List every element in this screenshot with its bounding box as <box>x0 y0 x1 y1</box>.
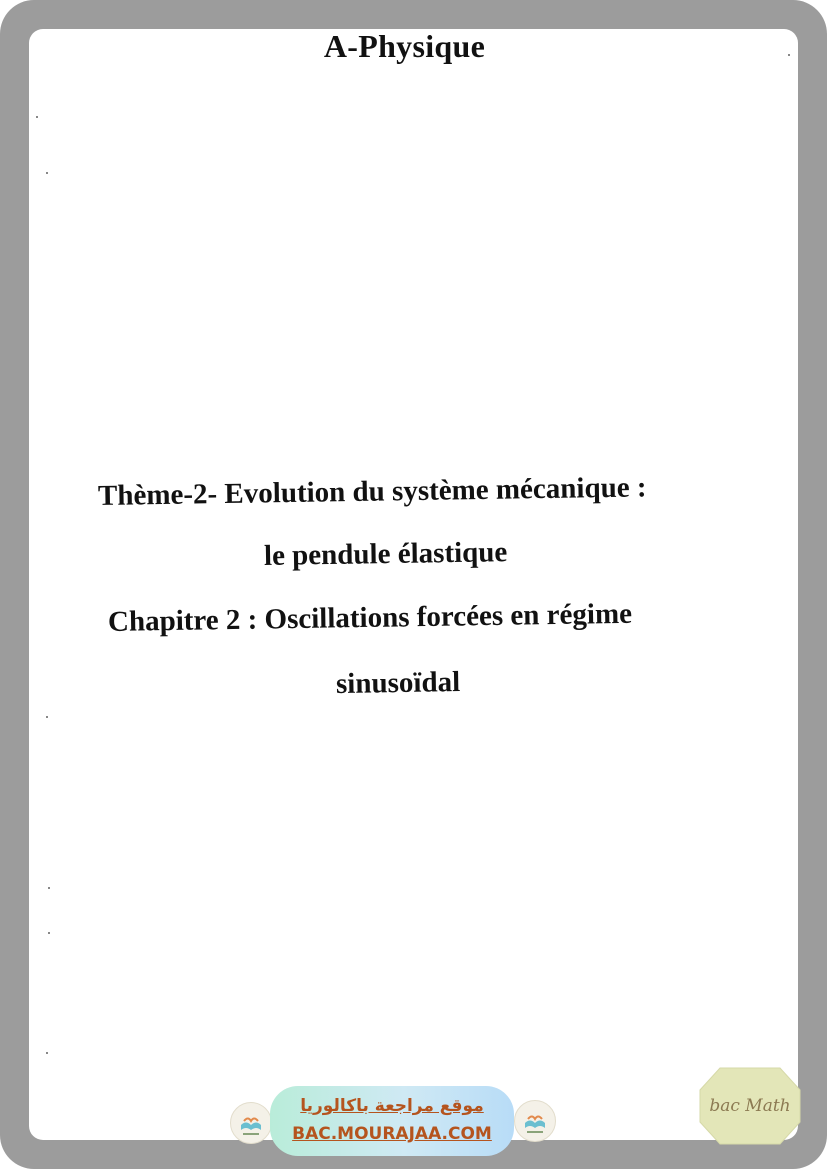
chapter-heading-line-1: Chapitre 2 : Oscillations forcées en régime <box>107 597 633 638</box>
badge-text: bac Math <box>709 1096 791 1116</box>
scan-speck <box>46 172 48 174</box>
chapter-heading-line-2: sinusoïdal <box>335 666 461 700</box>
banner-arabic-link[interactable]: موقع مراجعة باكالوريا <box>300 1096 484 1116</box>
scan-speck <box>48 932 50 934</box>
scan-speck <box>48 887 50 889</box>
banner-url-link[interactable]: BAC.MOURAJAA.COM <box>292 1124 492 1144</box>
scan-speck <box>46 1052 48 1054</box>
page-title: A-Physique <box>323 28 486 64</box>
scan-speck <box>46 716 48 718</box>
book-logo-icon <box>514 1100 556 1142</box>
site-banner[interactable] <box>270 1086 514 1156</box>
page-sheet <box>29 29 798 1140</box>
theme-heading-line-1: Thème-2- Evolution du système mécanique : <box>97 471 647 512</box>
theme-heading-line-2: le pendule élastique <box>263 536 508 572</box>
bacmath-badge <box>698 1066 802 1146</box>
scan-speck <box>36 116 38 118</box>
book-logo-icon <box>230 1102 272 1144</box>
scan-speck <box>788 54 790 56</box>
